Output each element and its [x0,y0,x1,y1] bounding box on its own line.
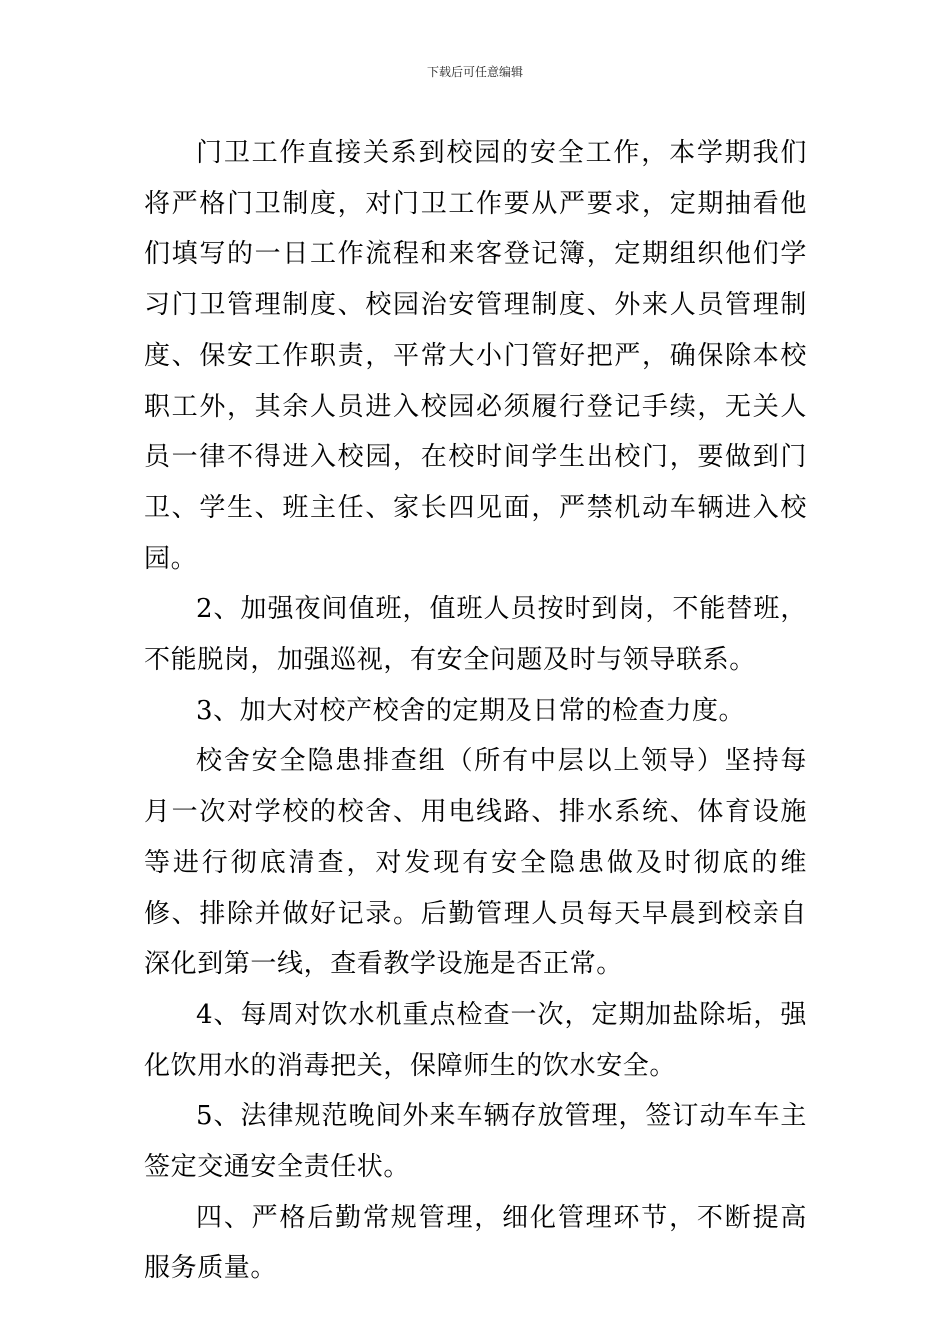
paragraph-hazard-check: 校舍安全隐患排查组（所有中层以上领导）坚持每月一次对学校的校舍、用电线路、排水系统、体育设施等进行彻底清查，对发现有安全隐患做及时彻底的维修、排除并做好记录。后勤管理人员每天早晨到校亲自深化到第一线，查看教学设施是否正常。 [144,746,807,980]
header-note: 下载后可任意编辑 [426,65,523,79]
paragraph-gate-security: 门卫工作直接关系到校园的安全工作，本学期我们将严格门卫制度，对门卫工作要从严要求，定期抽看他们填写的一日工作流程和来客登记簿，定期组织他们学习门卫管理制度、校园治安管理制度、外来人员管理制度、保安工作职责，平常大小门管好把严，确保除本校职工外，其余人员进入校园必须履行登记手续，无关人员一律不得进入校园，在校时间学生出校门，要做到门卫、学生、班主任、家长四见面，严禁机动车辆进入校园。 [144,138,807,574]
paragraph-night-duty: 2、加强夜间值班，值班人员按时到岗，不能替班，不能脱岗，加强巡视，有安全问题及时与领导联系。 [144,594,807,676]
document-body [144,128,807,1294]
paragraph-logistics-management: 四、严格后勤常规管理，细化管理环节，不断提高服务质量。 [144,1202,807,1284]
paragraph-vehicle-management: 5、法律规范晚间外来车辆存放管理，签订动车车主签定交通安全责任状。 [144,1101,807,1183]
paragraph-water-safety: 4、每周对饮水机重点检查一次，定期加盐除垢，强化饮用水的消毒把关，保障师生的饮水安全。 [144,999,807,1081]
paragraph-inspection: 3、加大对校产校舍的定期及日常的检查力度。 [196,695,746,726]
